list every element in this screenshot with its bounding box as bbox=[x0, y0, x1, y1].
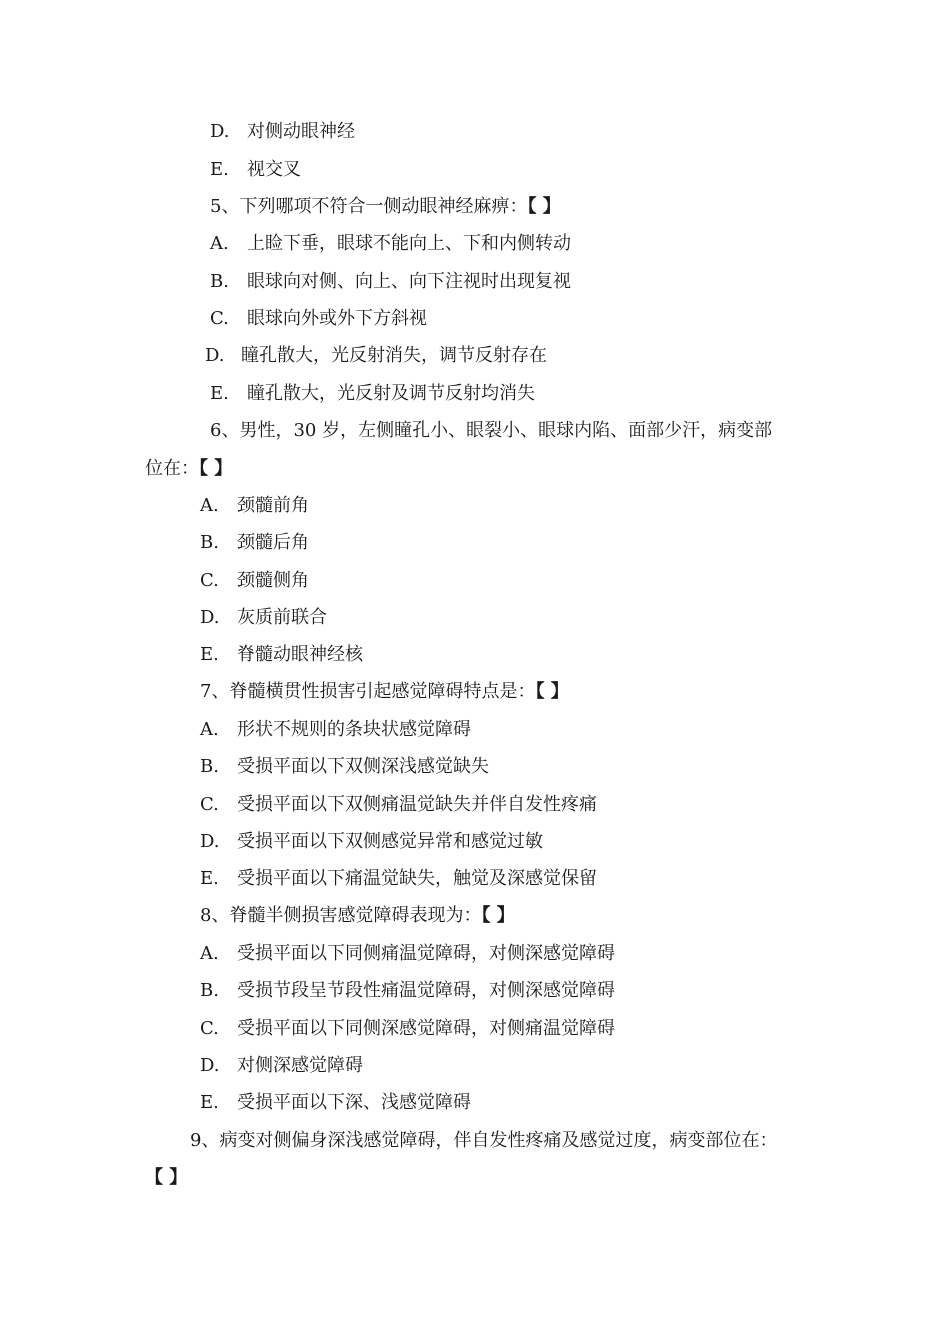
option-line bbox=[200, 718, 471, 742]
option-line bbox=[200, 643, 363, 667]
option-label: E. bbox=[210, 383, 229, 404]
answer-bracket: 【 】 bbox=[481, 905, 515, 926]
option-text: 上睑下垂，眼球不能向上、下和内侧转动 bbox=[247, 233, 571, 254]
option-line bbox=[200, 793, 597, 817]
option-text: 灰质前联合 bbox=[237, 607, 327, 628]
option-label: B. bbox=[200, 980, 219, 1001]
option-label: D. bbox=[200, 607, 220, 628]
option-text: 对侧动眼神经 bbox=[247, 121, 355, 142]
option-line bbox=[200, 531, 309, 555]
option-line bbox=[200, 569, 309, 593]
option-text: 受损平面以下同侧深感觉障碍，对侧痛温觉障碍 bbox=[237, 1018, 615, 1039]
answer-bracket: 【 】 bbox=[145, 1167, 188, 1188]
question-line bbox=[145, 1166, 187, 1190]
option-text: 对侧深感觉障碍 bbox=[237, 1055, 363, 1076]
option-text: 颈髓前角 bbox=[237, 495, 309, 516]
option-label: B. bbox=[200, 532, 219, 553]
option-text: 受损平面以下双侧感觉异常和感觉过敏 bbox=[237, 831, 543, 852]
option-line bbox=[200, 1091, 471, 1115]
option-text: 眼球向外或外下方斜视 bbox=[247, 308, 427, 329]
option-label: A. bbox=[200, 943, 219, 964]
option-label: C. bbox=[210, 308, 229, 329]
option-label: E. bbox=[200, 868, 219, 889]
question-text: 5、下列哪项不符合一侧动眼神经麻痹： bbox=[210, 196, 528, 217]
option-label: D. bbox=[205, 345, 225, 366]
question-line bbox=[210, 419, 772, 443]
question-line bbox=[210, 195, 561, 219]
option-text: 受损平面以下双侧深浅感觉缺失 bbox=[237, 756, 489, 777]
option-label: C. bbox=[200, 570, 219, 591]
question-line bbox=[190, 1129, 777, 1153]
option-label: E. bbox=[200, 1092, 219, 1113]
answer-bracket: 【 】 bbox=[535, 681, 569, 702]
option-label: B. bbox=[200, 756, 219, 777]
option-line bbox=[200, 830, 543, 854]
option-line bbox=[200, 867, 597, 891]
option-text: 受损平面以下痛温觉缺失，触觉及深感觉保留 bbox=[237, 868, 597, 889]
question-line bbox=[200, 680, 569, 704]
option-label: D. bbox=[200, 831, 220, 852]
option-line bbox=[210, 382, 535, 406]
option-line bbox=[210, 158, 301, 182]
option-label: A. bbox=[210, 233, 229, 254]
option-line bbox=[210, 120, 355, 144]
option-text: 颈髓侧角 bbox=[237, 570, 309, 591]
question-text: 9、病变对侧偏身深浅感觉障碍，伴自发性疼痛及感觉过度，病变部位在： bbox=[190, 1130, 778, 1151]
option-text: 受损节段呈节段性痛温觉障碍，对侧深感觉障碍 bbox=[237, 980, 615, 1001]
option-label: D. bbox=[200, 1055, 220, 1076]
option-line bbox=[200, 1017, 615, 1041]
option-label: A. bbox=[200, 719, 219, 740]
option-text: 受损平面以下同侧痛温觉障碍，对侧深感觉障碍 bbox=[237, 943, 615, 964]
option-text: 颈髓后角 bbox=[237, 532, 309, 553]
answer-bracket: 【 】 bbox=[199, 458, 233, 479]
option-text: 瞳孔散大，光反射消失，调节反射存在 bbox=[241, 345, 547, 366]
option-line bbox=[200, 979, 615, 1003]
option-label: C. bbox=[200, 794, 219, 815]
option-label: A. bbox=[200, 495, 219, 516]
option-label: B. bbox=[210, 271, 229, 292]
option-line bbox=[210, 270, 571, 294]
option-text: 瞳孔散大，光反射及调节反射均消失 bbox=[247, 383, 535, 404]
option-line bbox=[205, 344, 547, 368]
question-text: 6、男性，30 岁，左侧瞳孔小、眼裂小、眼球内陷、面部少汗，病变部 bbox=[210, 420, 773, 441]
option-label: C. bbox=[200, 1018, 219, 1039]
question-text: 位在： bbox=[145, 458, 199, 479]
option-text: 受损平面以下双侧痛温觉缺失并伴自发性疼痛 bbox=[237, 794, 597, 815]
option-line bbox=[200, 755, 489, 779]
option-label: D. bbox=[210, 121, 230, 142]
answer-bracket: 【 】 bbox=[527, 196, 561, 217]
option-line bbox=[200, 1054, 363, 1078]
question-text: 8、脊髓半侧损害感觉障碍表现为： bbox=[200, 905, 482, 926]
option-label: E. bbox=[210, 159, 229, 180]
option-line bbox=[200, 606, 327, 630]
option-line bbox=[200, 942, 615, 966]
option-text: 眼球向对侧、向上、向下注视时出现复视 bbox=[247, 271, 571, 292]
option-text: 视交叉 bbox=[247, 159, 301, 180]
option-line bbox=[200, 494, 309, 518]
question-line bbox=[145, 457, 232, 481]
option-label: E. bbox=[200, 644, 219, 665]
option-line bbox=[210, 307, 427, 331]
option-text: 形状不规则的条块状感觉障碍 bbox=[237, 719, 471, 740]
question-line bbox=[200, 904, 515, 928]
question-text: 7、脊髓横贯性损害引起感觉障碍特点是： bbox=[200, 681, 536, 702]
option-text: 脊髓动眼神经核 bbox=[237, 644, 363, 665]
option-line bbox=[210, 232, 571, 256]
option-text: 受损平面以下深、浅感觉障碍 bbox=[237, 1092, 471, 1113]
